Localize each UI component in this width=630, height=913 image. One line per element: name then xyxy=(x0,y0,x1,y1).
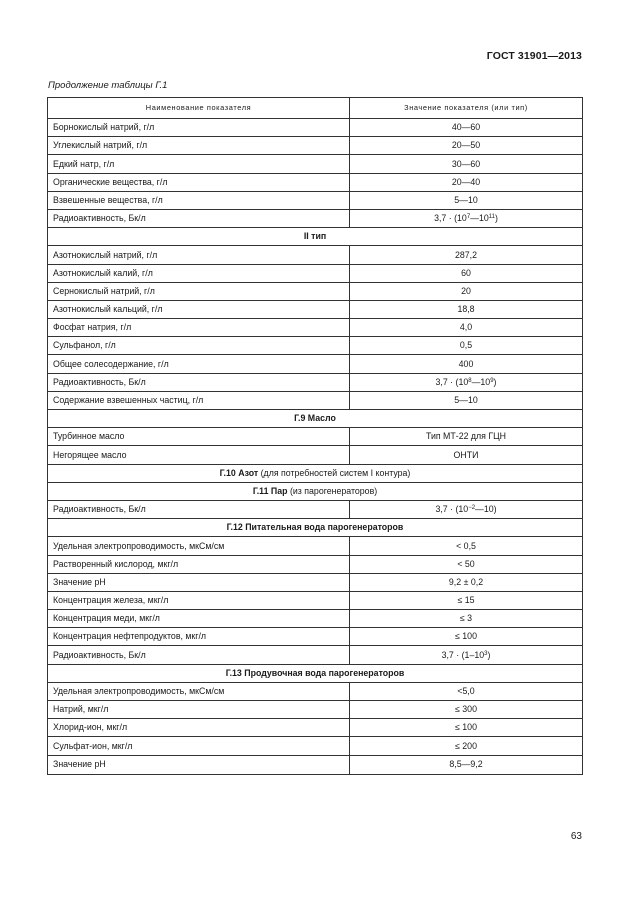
section-type-2: II тип xyxy=(48,228,583,246)
row-label: Растворенный кислород, мкг/л xyxy=(48,555,350,573)
table-row xyxy=(48,373,583,391)
row-value: $3,7 \cdot (1-10^3)$ xyxy=(350,646,583,664)
header-value: Значение показателя (или тип) xyxy=(350,98,583,119)
section-row xyxy=(48,410,583,428)
table-row xyxy=(48,209,583,227)
section-row xyxy=(48,482,583,500)
table-row xyxy=(48,173,583,191)
row-value: $3,7 \cdot (10^7—10^{11})$ xyxy=(350,209,583,227)
row-value: 20—50 xyxy=(350,137,583,155)
table-header xyxy=(48,98,583,119)
table-row xyxy=(48,391,583,409)
row-value: Тип МТ-22 для ГЦН xyxy=(350,428,583,446)
row-value: 8,5—9,2 xyxy=(350,755,583,774)
table-row xyxy=(48,573,583,591)
page-number: 63 xyxy=(570,831,582,842)
row-label: Азотнокислый калий, г/л xyxy=(48,264,350,282)
table-row xyxy=(48,646,583,664)
section-blowdown-water: Г.13 Продувочная вода парогенераторов xyxy=(48,664,583,682)
table-row xyxy=(48,282,583,300)
row-label: Радиоактивность, Бк/л xyxy=(48,500,350,518)
row-label: Сульфанол, г/л xyxy=(48,337,350,355)
row-value: 287,2 xyxy=(350,246,583,264)
section-row xyxy=(48,519,583,537)
row-value: 18,8 xyxy=(350,300,583,318)
row-value: 4,0 xyxy=(350,319,583,337)
table-row xyxy=(48,246,583,264)
table-row xyxy=(48,155,583,173)
row-label: Сульфат-ион, мкг/л xyxy=(48,737,350,755)
row-value: 60 xyxy=(350,264,583,282)
section-feed-water: Г.12 Питательная вода парогенераторов xyxy=(48,519,583,537)
row-label: Хлорид-ион, мкг/л xyxy=(48,719,350,737)
section-oil: Г.9 Масло xyxy=(48,410,583,428)
row-value: ≤ 100 xyxy=(350,628,583,646)
standard-designation: ГОСТ 31901—2013 xyxy=(486,50,582,62)
row-value: ≤ 15 xyxy=(350,591,583,609)
table-caption: Продолжение таблицы Г.1 xyxy=(48,80,168,91)
header-parameter: Наименование показателя xyxy=(48,98,350,119)
section-nitrogen: Г.10 Азот (для потребностей систем I контура) xyxy=(48,464,583,482)
row-value: ≤ 3 xyxy=(350,610,583,628)
section-row xyxy=(48,464,583,482)
table-row xyxy=(48,737,583,755)
section-row xyxy=(48,664,583,682)
row-value: 30—60 xyxy=(350,155,583,173)
row-label: Значение pH xyxy=(48,755,350,774)
row-label: Натрий, мкг/л xyxy=(48,701,350,719)
row-label: Взвешенные вещества, г/л xyxy=(48,191,350,209)
row-value: 20 xyxy=(350,282,583,300)
table-row xyxy=(48,191,583,209)
row-value: < 50 xyxy=(350,555,583,573)
row-label: Содержание взвешенных частиц, г/л xyxy=(48,391,350,409)
row-label: Значение pH xyxy=(48,573,350,591)
row-label: Концентрация меди, мкг/л xyxy=(48,610,350,628)
row-label: Фосфат натрия, г/л xyxy=(48,319,350,337)
table-row xyxy=(48,300,583,318)
table-row xyxy=(48,264,583,282)
row-value: $3,7 \cdot (10^{-2}—10)$ xyxy=(350,500,583,518)
row-value: 9,2 ± 0,2 xyxy=(350,573,583,591)
section-row xyxy=(48,228,583,246)
table-row xyxy=(48,355,583,373)
row-label: Радиоактивность, Бк/л xyxy=(48,646,350,664)
row-label: Борнокислый натрий, г/л xyxy=(48,119,350,137)
row-label: Концентрация нефтепродуктов, мкг/л xyxy=(48,628,350,646)
table-row xyxy=(48,610,583,628)
row-label: Радиоактивность, Бк/л xyxy=(48,209,350,227)
section-steam: Г.11 Пар (из парогенераторов) xyxy=(48,482,583,500)
row-label: Турбинное масло xyxy=(48,428,350,446)
row-value: ≤ 100 xyxy=(350,719,583,737)
table-row xyxy=(48,137,583,155)
table-row xyxy=(48,682,583,700)
table-row xyxy=(48,500,583,518)
row-value: 5—10 xyxy=(350,191,583,209)
table-row xyxy=(48,701,583,719)
row-label: Радиоактивность, Бк/л xyxy=(48,373,350,391)
table-row xyxy=(48,591,583,609)
row-value: ≤ 200 xyxy=(350,737,583,755)
row-label: Удельная электропроводимость, мкСм/см xyxy=(48,537,350,555)
table-row xyxy=(48,628,583,646)
row-value: 5—10 xyxy=(350,391,583,409)
row-value: ≤ 300 xyxy=(350,701,583,719)
row-label: Негорящее масло xyxy=(48,446,350,464)
row-value: $3,7 \cdot (10^8—10^9)$ xyxy=(350,373,583,391)
row-label: Концентрация железа, мкг/л xyxy=(48,591,350,609)
row-value: 0,5 xyxy=(350,337,583,355)
row-label: Удельная электропроводимость, мкСм/см xyxy=(48,682,350,700)
table-row xyxy=(48,555,583,573)
properties-table xyxy=(47,97,583,775)
row-label: Едкий натр, г/л xyxy=(48,155,350,173)
row-value: < 0,5 xyxy=(350,537,583,555)
table-row xyxy=(48,319,583,337)
table-row xyxy=(48,719,583,737)
row-label: Сернокислый натрий, г/л xyxy=(48,282,350,300)
row-label: Углекислый натрий, г/л xyxy=(48,137,350,155)
table-row xyxy=(48,337,583,355)
table-row xyxy=(48,755,583,774)
table-row xyxy=(48,428,583,446)
row-label: Азотнокислый натрий, г/л xyxy=(48,246,350,264)
row-label: Общее солесодержание, г/л xyxy=(48,355,350,373)
table-row xyxy=(48,446,583,464)
row-label: Органические вещества, г/л xyxy=(48,173,350,191)
row-value: 20—40 xyxy=(350,173,583,191)
row-value: 40—60 xyxy=(350,119,583,137)
row-value: ОНТИ xyxy=(350,446,583,464)
row-value: 400 xyxy=(350,355,583,373)
row-label: Азотнокислый кальций, г/л xyxy=(48,300,350,318)
table-row xyxy=(48,537,583,555)
row-value: <5,0 xyxy=(350,682,583,700)
table-row xyxy=(48,119,583,137)
